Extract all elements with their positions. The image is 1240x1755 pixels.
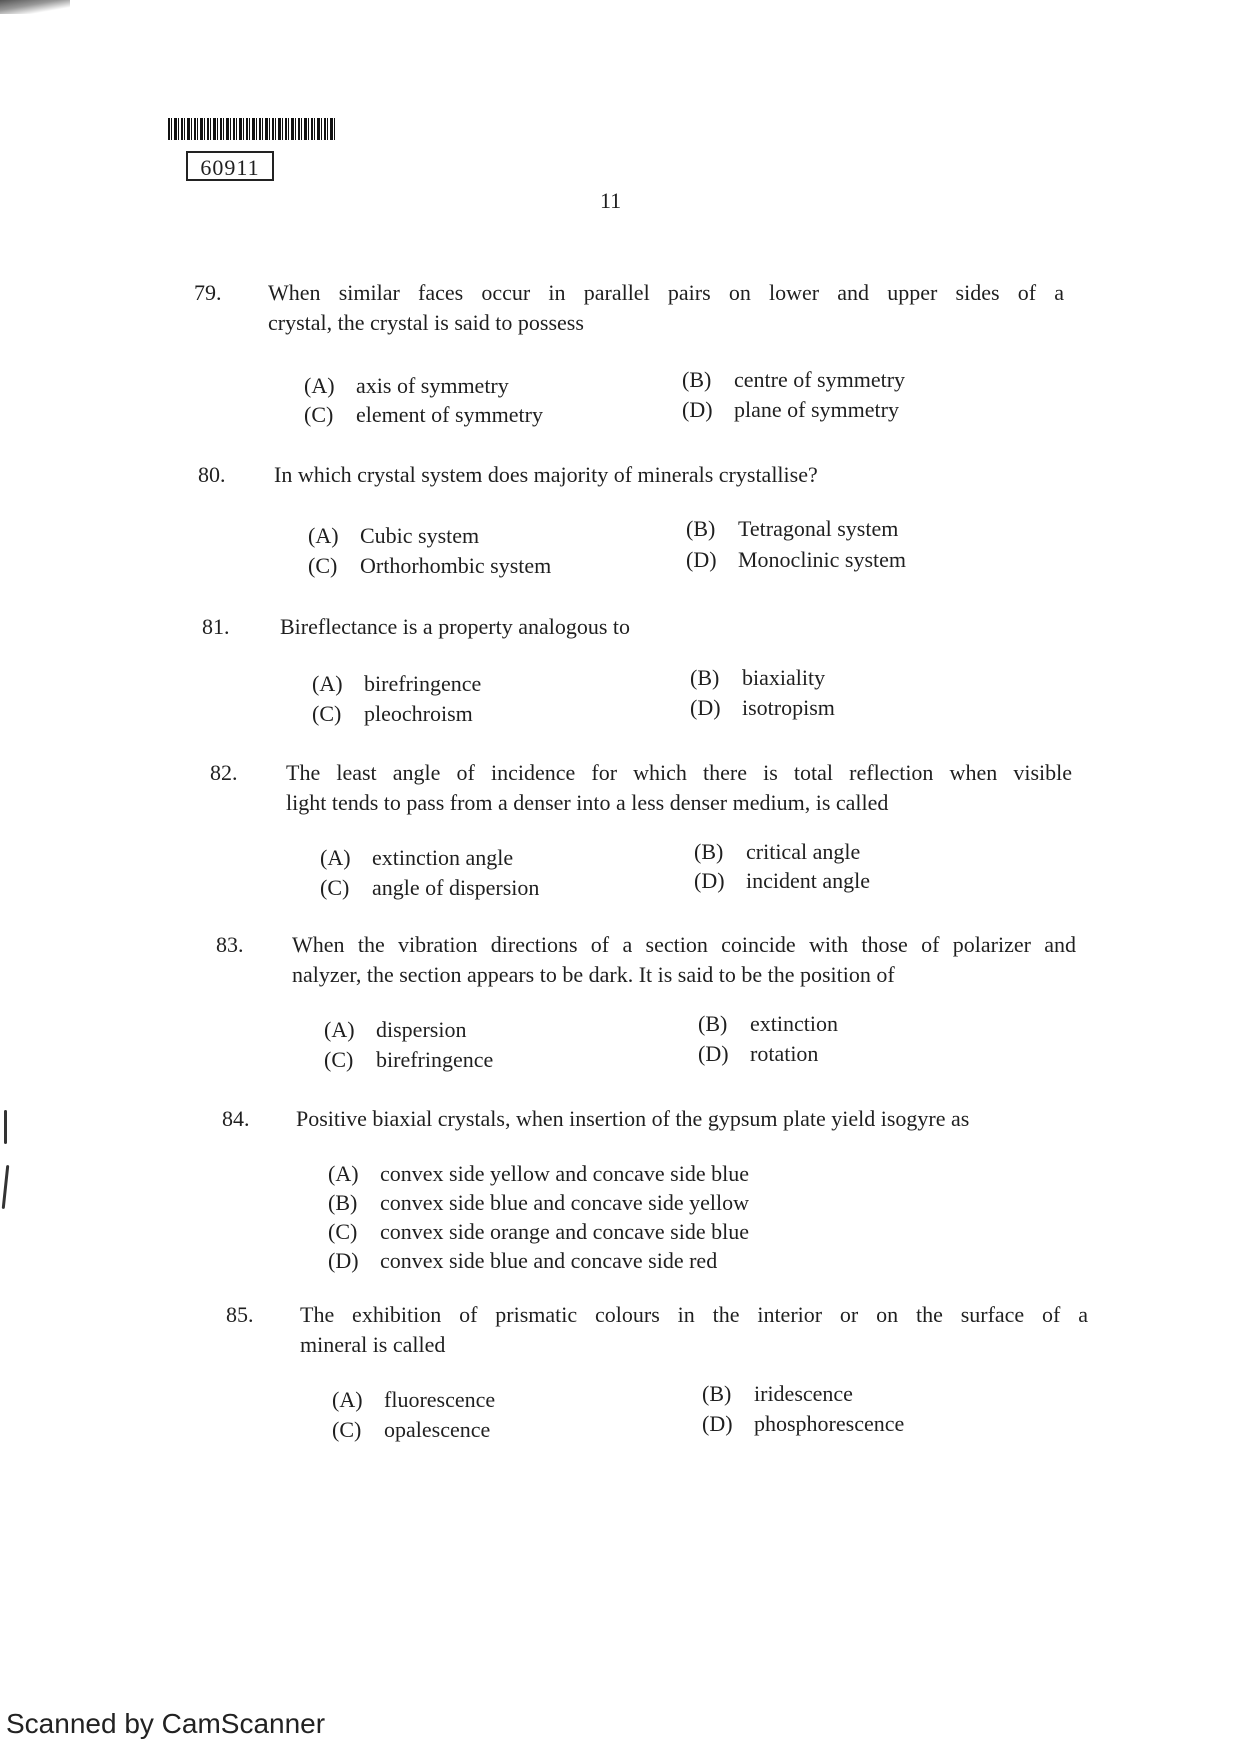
option-d[interactable]	[702, 1410, 904, 1438]
option-letter: (C)	[332, 1417, 362, 1442]
option-letter: (C)	[320, 875, 350, 900]
option-d[interactable]	[686, 546, 906, 574]
option-letter: (C)	[304, 402, 334, 427]
question-text	[286, 758, 1072, 818]
question-text	[296, 1104, 1082, 1134]
option-a[interactable]	[332, 1386, 495, 1414]
option-d[interactable]	[682, 396, 899, 424]
option-c[interactable]	[328, 1218, 749, 1246]
option-letter: (B)	[694, 839, 724, 864]
option-letter: (D)	[702, 1411, 733, 1436]
option-letter: (A)	[324, 1017, 355, 1042]
question-line: light tends to pass from a denser into a less denser medium, is called	[286, 790, 889, 815]
question-text	[300, 1300, 1088, 1360]
option-text: convex side orange and concave side blue	[380, 1219, 749, 1244]
question-line: Positive biaxial crystals, when insertion of the gypsum plate yield isogyre as	[296, 1106, 970, 1131]
option-a[interactable]	[304, 372, 509, 400]
scanner-watermark: Scanned by CamScanner	[6, 1708, 326, 1739]
option-letter: (C)	[324, 1047, 354, 1072]
option-letter: (A)	[332, 1387, 363, 1412]
option-a[interactable]	[324, 1016, 466, 1044]
question-number: 80.	[198, 462, 226, 487]
option-letter: (B)	[682, 367, 712, 392]
option-text: extinction angle	[372, 845, 514, 870]
question-line: In which crystal system does majority of minerals crystallise?	[274, 462, 818, 487]
option-a[interactable]	[320, 844, 513, 872]
option-letter: (D)	[698, 1041, 729, 1066]
option-b[interactable]	[682, 366, 905, 394]
option-a[interactable]	[308, 522, 479, 550]
question-line: crystal, the crystal is said to possess	[268, 310, 584, 335]
option-b[interactable]	[686, 515, 898, 543]
option-d[interactable]	[698, 1040, 818, 1068]
option-text: isotropism	[742, 695, 835, 720]
option-text: element of symmetry	[356, 402, 543, 427]
option-letter: (D)	[694, 868, 725, 893]
scan-edge-mark	[2, 1165, 10, 1209]
option-text: opalescence	[384, 1417, 491, 1442]
option-text: biaxiality	[742, 665, 826, 690]
option-b[interactable]	[328, 1189, 749, 1217]
option-b[interactable]	[690, 664, 825, 692]
option-text: extinction	[750, 1011, 838, 1036]
option-text: Monoclinic system	[738, 547, 907, 572]
question-text	[292, 930, 1076, 990]
option-text: centre of symmetry	[734, 367, 906, 392]
option-letter: (C)	[312, 701, 342, 726]
option-a[interactable]	[328, 1160, 749, 1188]
option-text: dispersion	[376, 1017, 467, 1042]
option-letter: (D)	[690, 695, 721, 720]
option-letter: (A)	[320, 845, 351, 870]
option-text: phosphorescence	[754, 1411, 905, 1436]
option-letter: (B)	[698, 1011, 728, 1036]
option-letter: (D)	[328, 1248, 359, 1273]
question-line: When similar faces occur in parallel pairs on lower and upper sides of a	[268, 280, 1064, 305]
option-text: Cubic system	[360, 523, 480, 548]
option-b[interactable]	[702, 1380, 853, 1408]
option-letter: (A)	[308, 523, 339, 548]
option-letter: (A)	[328, 1161, 359, 1186]
option-b[interactable]	[694, 838, 860, 866]
option-c[interactable]	[332, 1416, 490, 1444]
question-number: 85.	[226, 1302, 254, 1327]
question-line: When the vibration directions of a section coincide with those of polarizer and	[292, 932, 1076, 957]
question-text	[280, 612, 1072, 642]
option-c[interactable]	[312, 700, 473, 728]
question-number: 83.	[216, 932, 244, 957]
option-text: convex side yellow and concave side blue	[380, 1161, 749, 1186]
question-number: 81.	[202, 614, 230, 639]
option-text: pleochroism	[364, 701, 473, 726]
question-line: The exhibition of prismatic colours in the interior or on the surface of a	[300, 1302, 1088, 1327]
option-text: Orthorhombic system	[360, 553, 552, 578]
option-text: critical angle	[746, 839, 861, 864]
option-text: iridescence	[754, 1381, 853, 1406]
option-b[interactable]	[698, 1010, 838, 1038]
question-number: 82.	[210, 760, 238, 785]
option-text: Tetragonal system	[738, 516, 899, 541]
option-letter: (C)	[328, 1219, 358, 1244]
question-line: Bireflectance is a property analogous to	[280, 614, 631, 639]
option-text: rotation	[750, 1041, 819, 1066]
barcode	[168, 118, 335, 140]
option-letter: (D)	[682, 397, 713, 422]
option-d[interactable]	[694, 867, 870, 895]
option-letter: (A)	[312, 671, 343, 696]
option-c[interactable]	[308, 552, 551, 580]
option-text: angle of dispersion	[372, 875, 540, 900]
option-text: convex side blue and concave side yellow	[380, 1190, 749, 1215]
option-a[interactable]	[312, 670, 481, 698]
option-d[interactable]	[690, 694, 835, 722]
option-text: incident angle	[746, 868, 871, 893]
option-letter: (B)	[686, 516, 716, 541]
option-letter: (A)	[304, 373, 335, 398]
option-c[interactable]	[304, 401, 543, 429]
option-text: fluorescence	[384, 1387, 496, 1412]
question-text	[274, 460, 1068, 490]
option-c[interactable]	[320, 874, 539, 902]
option-d[interactable]	[328, 1247, 717, 1275]
option-letter: (B)	[328, 1190, 358, 1215]
option-letter: (D)	[686, 547, 717, 572]
scan-edge-mark	[4, 1110, 7, 1144]
option-letter: (C)	[308, 553, 338, 578]
question-line: nalyzer, the section appears to be dark. It is said to be the position of	[292, 962, 895, 987]
question-number: 84.	[222, 1106, 250, 1131]
paper-code: 60911	[186, 151, 274, 181]
question-line: mineral is called	[300, 1332, 446, 1357]
option-text: birefringence	[364, 671, 482, 696]
option-letter: (B)	[702, 1381, 732, 1406]
page-number: 11	[600, 188, 622, 213]
option-text: convex side blue and concave side red	[380, 1248, 718, 1273]
scan-corner-shadow	[0, 0, 70, 14]
question-number: 79.	[194, 280, 222, 305]
question-text	[268, 278, 1064, 338]
option-c[interactable]	[324, 1046, 493, 1074]
option-text: birefringence	[376, 1047, 494, 1072]
option-text: plane of symmetry	[734, 397, 899, 422]
option-letter: (B)	[690, 665, 720, 690]
option-text: axis of symmetry	[356, 373, 509, 398]
question-line: The least angle of incidence for which there is total reflection when visible	[286, 760, 1072, 785]
